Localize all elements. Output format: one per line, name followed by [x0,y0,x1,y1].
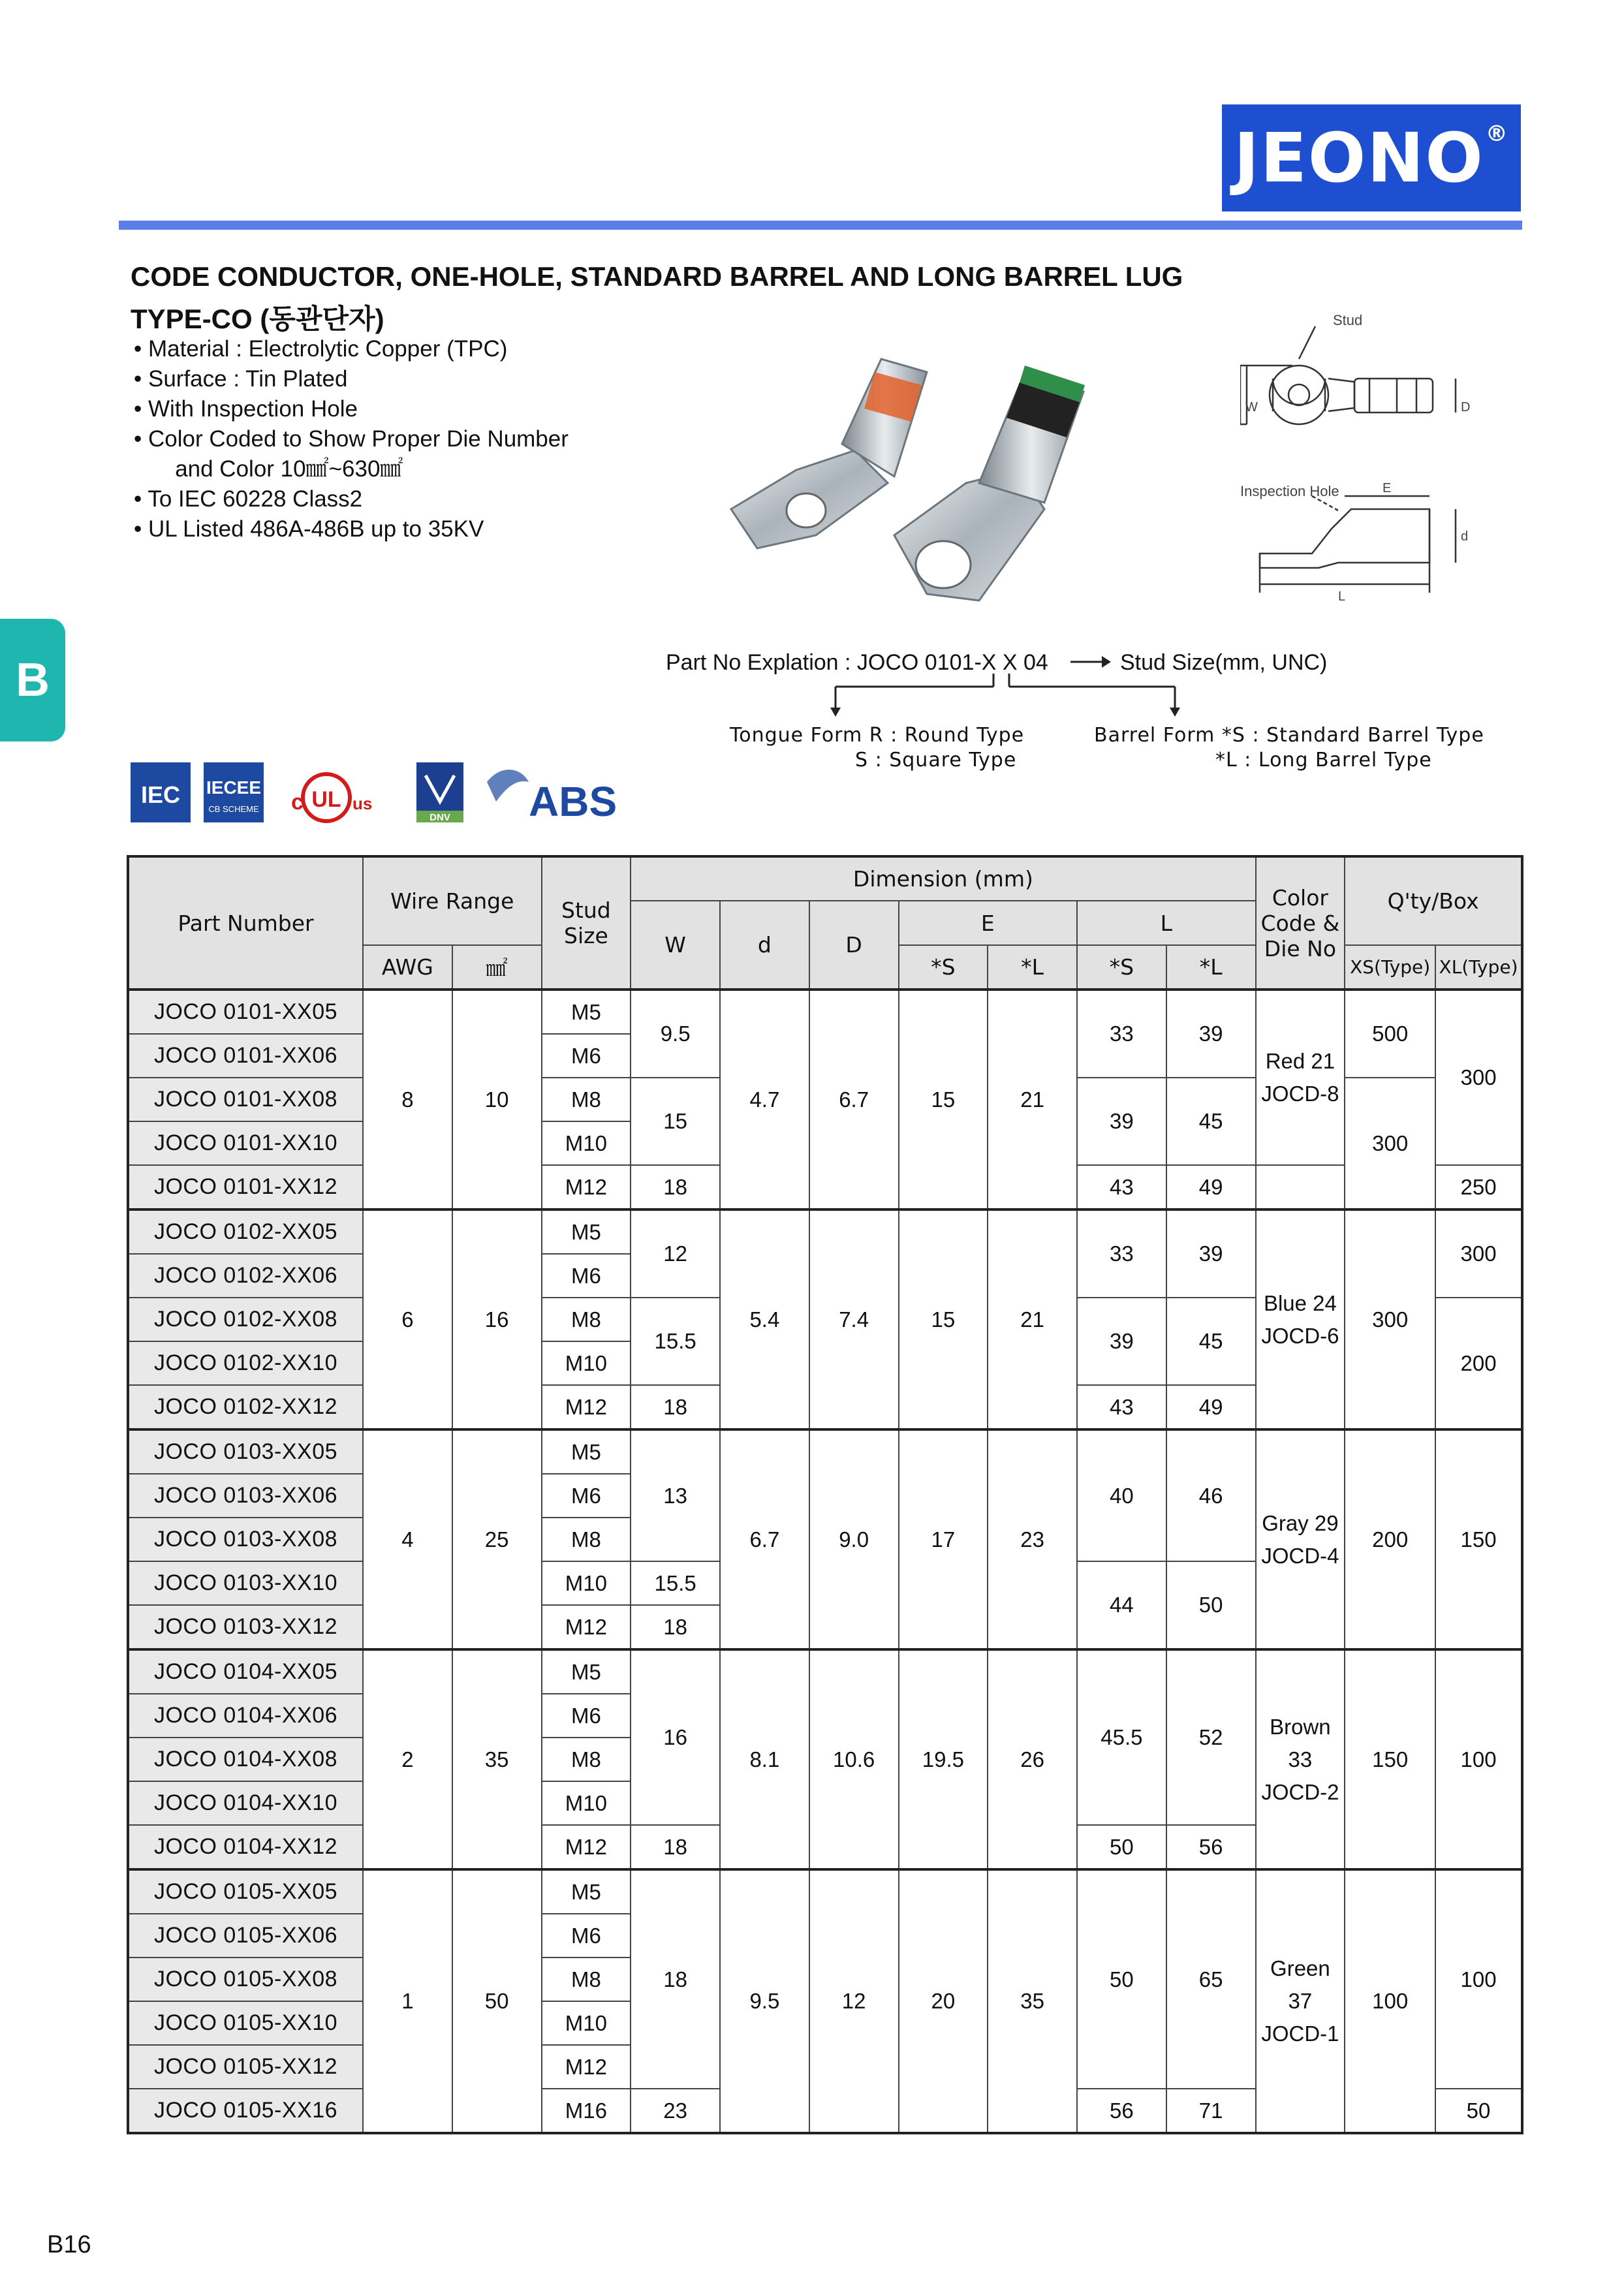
color-code-cell [1256,1209,1345,1429]
l-l-cell: 71 [1166,2089,1256,2133]
diagram-w-label: W [1245,400,1258,414]
diagram-e-label: E [1382,481,1392,495]
e-l-cell: 21 [988,1209,1077,1429]
part-number-cell: JOCO 0101-XX12 [128,1165,363,1209]
stud-cell: M6 [542,1034,631,1078]
d-big-cell: 6.7 [809,990,899,1209]
die-number: JOCD-8 [1261,1082,1339,1106]
feature-item: and Color 10㎟~630㎟ [175,456,403,482]
part-number-cell: JOCO 0104-XX12 [128,1825,363,1869]
stud-cell: M5 [542,1429,631,1474]
awg-cell: 8 [363,990,452,1209]
l-s-cell: 50 [1077,1825,1166,1869]
header-d-small: d [720,901,809,990]
arrow-right-icon [1070,654,1111,670]
xl-qty-cell: 100 [1435,1869,1522,2089]
die-number: JOCD-1 [1261,2021,1339,2046]
part-number-cell: JOCO 0103-XX12 [128,1605,363,1649]
l-l-cell: 39 [1166,990,1256,1078]
header-xl-type: XL(Type) [1435,945,1522,990]
die-number: JOCD-4 [1261,1543,1339,1568]
stud-cell: M12 [542,1605,631,1649]
stud-cell: M12 [542,2045,631,2089]
stud-cell: M5 [542,990,631,1034]
header-awg: AWG [363,945,452,990]
table-row [128,1649,1522,1694]
d-small-cell: 9.5 [720,1869,809,2133]
header-qty-box: Q'ty/Box [1345,856,1522,945]
header-l: L [1077,901,1256,945]
e-l-cell: 23 [988,1429,1077,1649]
part-number-cell: JOCO 0102-XX10 [128,1341,363,1385]
l-l-cell: 46 [1166,1429,1256,1561]
stud-cell: M6 [542,1914,631,1958]
abs-logo-text: ABS [529,778,617,825]
certification-logos [131,756,646,828]
xl-qty-cell: 300 [1435,1209,1522,1298]
header-dimension: Dimension (mm) [631,856,1255,901]
part-number-cell: JOCO 0102-XX05 [128,1209,363,1254]
stud-cell: M6 [542,1254,631,1298]
page-number: B16 [47,2231,91,2258]
part-number-cell: JOCO 0105-XX16 [128,2089,363,2133]
color-code-cell [1256,1649,1345,1869]
w-cell: 9.5 [631,990,720,1078]
xl-qty-cell: 150 [1435,1429,1522,1649]
lug-left [731,359,927,548]
header-e-l: *L [988,945,1077,990]
l-l-cell: 56 [1166,1825,1256,1869]
mm2-cell: 50 [452,1869,542,2133]
d-big-cell: 10.6 [809,1649,899,1869]
part-number-cell: JOCO 0101-XX08 [128,1078,363,1121]
d-small-cell: 8.1 [720,1649,809,1869]
header-l-s: *S [1077,945,1166,990]
color-name: Gray 29 [1262,1510,1339,1535]
stud-size-note: Stud Size(mm, UNC) [1120,650,1328,675]
explanation-connector [809,674,1201,719]
iecee-logo [204,762,264,822]
l-l-cell: 65 [1166,1869,1256,2089]
stud-cell: M8 [542,1298,631,1341]
feature-item: • Material : Electrolytic Copper (TPC) [134,334,569,364]
part-number-cell: JOCO 0105-XX06 [128,1914,363,1958]
part-number-cell: JOCO 0102-XX12 [128,1385,363,1429]
part-number-cell: JOCO 0104-XX05 [128,1649,363,1694]
d-small-cell: 4.7 [720,990,809,1209]
cul-us-text: us [352,794,373,813]
stud-cell: M5 [542,1209,631,1254]
feature-item: • UL Listed 486A-486B up to 35KV [134,514,569,544]
header-stud-size: Stud Size [542,856,631,990]
table-row [128,1429,1522,1474]
d-small-cell: 6.7 [720,1429,809,1649]
l-s-cell: 56 [1077,2089,1166,2133]
w-cell: 18 [631,1385,720,1429]
iecee-logo-text: IECEE [206,777,262,798]
e-l-cell: 21 [988,990,1077,1209]
header-d-big: D [809,901,899,990]
color-code-cell [1256,1429,1345,1649]
part-number-cell: JOCO 0102-XX08 [128,1298,363,1341]
w-cell: 15.5 [631,1298,720,1385]
color-code-cell [1256,990,1345,1165]
l-l-cell: 49 [1166,1165,1256,1209]
abs-logo [487,770,617,825]
mm2-cell: 25 [452,1429,542,1649]
awg-cell: 2 [363,1649,452,1869]
stud-cell: M5 [542,1649,631,1694]
xl-qty-cell: 100 [1435,1649,1522,1869]
header-part-number: Part Number [128,856,363,990]
l-l-cell: 39 [1166,1209,1256,1298]
color-code-cell [1256,1869,1345,2133]
xs-qty-cell: 300 [1345,1209,1435,1429]
stud-cell: M16 [542,2089,631,2133]
feature-item: • Surface : Tin Plated [134,364,569,394]
cul-c-text: c [291,790,304,815]
awg-cell: 1 [363,1869,452,2133]
stud-cell: M5 [542,1869,631,1914]
d-big-cell: 9.0 [809,1429,899,1649]
w-cell: 13 [631,1429,720,1561]
d-big-cell: 7.4 [809,1209,899,1429]
header-e-s: *S [899,945,988,990]
stud-cell: M12 [542,1825,631,1869]
dnv-logo [416,762,463,823]
mm2-cell: 10 [452,990,542,1209]
lug-right [894,366,1085,601]
diagram-inspection-label: Inspection Hole [1240,483,1339,499]
header-w: W [631,901,720,990]
part-number-cell: JOCO 0101-XX06 [128,1034,363,1078]
xs-qty-cell: 500 [1345,990,1435,1078]
iec-logo [131,762,191,822]
xs-qty-cell: 300 [1345,1078,1435,1209]
w-cell: 18 [631,1165,720,1209]
part-number-cell: JOCO 0103-XX06 [128,1474,363,1518]
l-l-cell: 49 [1166,1385,1256,1429]
tongue-form-note [730,723,1024,773]
awg-cell: 6 [363,1209,452,1429]
table-row [128,1209,1522,1254]
part-number-cell: JOCO 0104-XX08 [128,1738,363,1781]
part-number-cell: JOCO 0101-XX05 [128,990,363,1034]
part-no-explanation: Part No Explation : JOCO 0101-X X 04 [666,650,1048,675]
page-subtitle: TYPE-CO (동관단자) [131,304,384,334]
spec-table [127,855,1523,2134]
w-cell: 23 [631,2089,720,2133]
header-l-l: *L [1166,945,1256,990]
die-number: JOCD-6 [1261,1323,1339,1348]
feature-item: • With Inspection Hole [134,394,569,424]
l-l-cell: 50 [1166,1561,1256,1649]
part-number-cell: JOCO 0103-XX10 [128,1561,363,1605]
w-cell: 15 [631,1078,720,1165]
feature-item: • Color Coded to Show Proper Die Number [134,424,569,454]
l-l-cell: 45 [1166,1078,1256,1165]
tongue-line-1: Tongue Form R : Round Type [730,724,1025,747]
d-small-cell: 5.4 [720,1209,809,1429]
e-s-cell: 20 [899,1869,988,2133]
mm2-cell: 16 [452,1209,542,1429]
header-wire-range: Wire Range [363,856,542,945]
page-title: CODE CONDUCTOR, ONE-HOLE, STANDARD BARREL AND LONG BARREL LUG [131,261,1183,292]
e-l-cell: 26 [988,1649,1077,1869]
xl-qty-cell: 300 [1435,990,1522,1165]
part-number-cell: JOCO 0105-XX08 [128,1958,363,2001]
barrel-line-1: Barrel Form *S : Standard Barrel Type [1094,724,1484,747]
w-cell: 12 [631,1209,720,1298]
barrel-line-2: *L : Long Barrel Type [1215,749,1432,772]
iec-logo-text: IEC [140,781,181,808]
l-s-cell: 43 [1077,1385,1166,1429]
stud-cell: M8 [542,1078,631,1121]
l-s-cell: 43 [1077,1165,1166,1209]
die-number: JOCD-2 [1261,1779,1339,1804]
xl-qty-cell: 250 [1435,1165,1522,1209]
part-number-cell: JOCO 0105-XX12 [128,2045,363,2089]
e-s-cell: 15 [899,1209,988,1429]
header-rule [119,221,1522,230]
iecee-logo-subtext: CB SCHEME [208,804,259,814]
e-s-cell: 15 [899,990,988,1209]
part-number-cell: JOCO 0103-XX05 [128,1429,363,1474]
part-number-cell: JOCO 0104-XX10 [128,1781,363,1825]
stud-cell: M10 [542,1341,631,1385]
color-name: Green 37 [1270,1956,1330,2013]
stud-cell: M10 [542,1781,631,1825]
l-s-cell: 33 [1077,990,1166,1078]
header-xs-type: XS(Type) [1345,945,1435,990]
brand-name: JEONO [1234,118,1484,198]
stud-cell: M8 [542,1518,631,1561]
l-l-cell: 52 [1166,1649,1256,1825]
stud-cell: M6 [542,1474,631,1518]
registered-mark: ® [1485,121,1509,147]
color-code-blank-cell [1256,1165,1345,1209]
brand-logo [1222,104,1521,211]
d-big-cell: 12 [809,1869,899,2133]
tongue-line-2: S : Square Type [855,749,1017,772]
color-name: Red 21 [1265,1049,1335,1073]
xs-qty-cell: 150 [1345,1649,1435,1869]
w-cell: 18 [631,1605,720,1649]
stud-cell: M12 [542,1165,631,1209]
product-photo [718,339,1097,614]
part-number-cell: JOCO 0101-XX10 [128,1121,363,1165]
xs-qty-cell: 200 [1345,1429,1435,1649]
color-name: Brown 33 [1270,1714,1331,1771]
e-s-cell: 17 [899,1429,988,1649]
table-row [128,990,1522,1034]
ul-text: UL [311,787,341,812]
stud-cell: M12 [542,1385,631,1429]
w-cell: 16 [631,1649,720,1825]
stud-cell: M10 [542,1121,631,1165]
barrel-form-note [1094,723,1484,773]
stud-cell: M8 [542,1958,631,2001]
l-s-cell: 40 [1077,1429,1166,1561]
w-cell: 18 [631,1825,720,1869]
l-s-cell: 50 [1077,1869,1166,2089]
stud-cell: M6 [542,1694,631,1738]
l-l-cell: 45 [1166,1298,1256,1385]
cul-logo [291,774,372,821]
mm2-cell: 35 [452,1649,542,1869]
section-tab[interactable]: B [0,619,65,741]
color-name: Blue 24 [1263,1290,1337,1315]
l-s-cell: 44 [1077,1561,1166,1649]
stud-cell: M10 [542,1561,631,1605]
e-l-cell: 35 [988,1869,1077,2133]
w-cell: 15.5 [631,1561,720,1605]
part-number-cell: JOCO 0105-XX05 [128,1869,363,1914]
l-s-cell: 39 [1077,1078,1166,1165]
l-s-cell: 45.5 [1077,1649,1166,1825]
header-e: E [899,901,1078,945]
xl-qty-cell: 50 [1435,2089,1522,2133]
diagram-l-label: L [1338,589,1346,604]
table-row [128,1869,1522,1914]
stud-cell: M8 [542,1738,631,1781]
diagram-stud-label: Stud [1333,312,1363,328]
diagram-dsmall-label: d [1461,529,1469,544]
stud-cell: M10 [542,2001,631,2045]
part-number-cell: JOCO 0103-XX08 [128,1518,363,1561]
part-number-cell: JOCO 0104-XX06 [128,1694,363,1738]
feature-list [134,334,569,544]
xs-qty-cell: 100 [1345,1869,1435,2133]
l-s-cell: 39 [1077,1298,1166,1385]
w-cell: 18 [631,1869,720,2089]
xl-qty-cell: 200 [1435,1298,1522,1429]
e-s-cell: 19.5 [899,1649,988,1869]
awg-cell: 4 [363,1429,452,1649]
l-s-cell: 33 [1077,1209,1166,1298]
part-number-cell: JOCO 0105-XX10 [128,2001,363,2045]
technical-diagram [1240,307,1482,614]
diagram-d-label: D [1461,400,1471,414]
header-color-code: Color Code & Die No [1256,856,1345,990]
dnv-logo-text: DNV [429,812,450,823]
part-number-cell: JOCO 0102-XX06 [128,1254,363,1298]
feature-item: • To IEC 60228 Class2 [134,484,569,514]
header-mm2: ㎟ [452,945,542,990]
